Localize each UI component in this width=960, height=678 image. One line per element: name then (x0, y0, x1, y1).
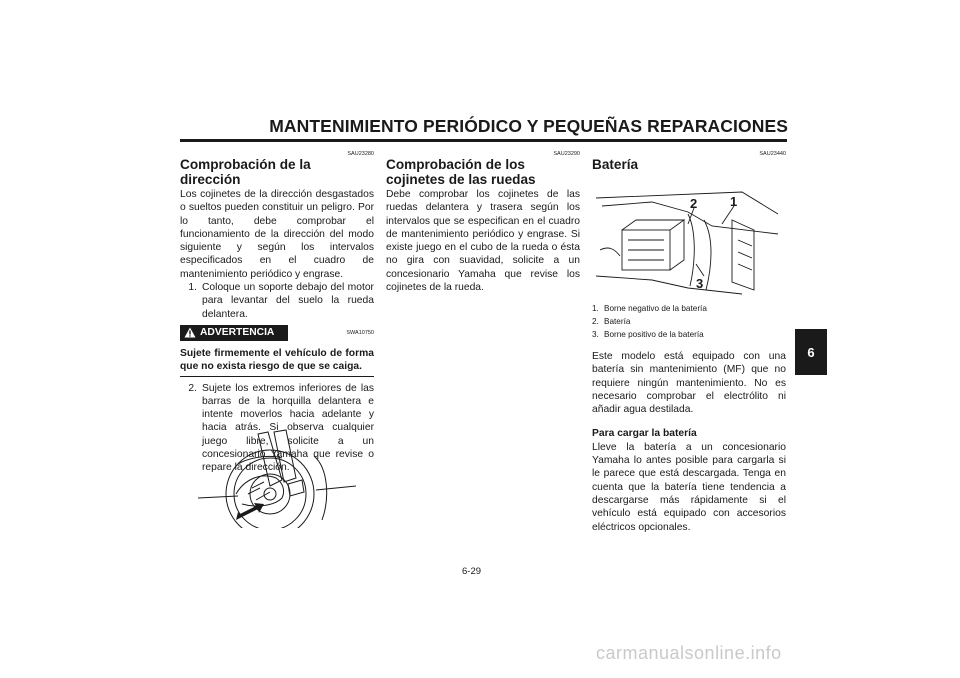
warning-badge (180, 325, 288, 341)
caption-text: Batería (604, 317, 631, 327)
caption-text: Borne negativo de la batería (604, 304, 707, 313)
page-title: MANTENIMIENTO PERIÓDICO Y PEQUEÑAS REPARACIONES (269, 116, 788, 136)
warning-rule (180, 376, 374, 377)
step-text: Sujete los extremos inferiores de las barras de la horquilla delantera e intente moverlos hacia adelante y hacia atrás. Si observa cualquier juego libre, solicite a un concesionario Yamaha que revise o repare la dirección. (202, 382, 374, 474)
front-fork-illustration (198, 428, 356, 528)
warning-block (180, 325, 374, 343)
title-rule (180, 139, 787, 142)
figure-captions (592, 302, 786, 342)
step-number: 1. (188, 282, 197, 294)
chapter-tab: 6 (795, 329, 827, 375)
wheel-bearings-heading: Comprobación de los cojinetes de las ruedas (386, 157, 536, 187)
warning-label: ADVERTENCIA (200, 327, 275, 339)
charge-heading: Para cargar la batería (592, 428, 697, 440)
section-code: SAU23440 (759, 151, 786, 157)
warning-text: Sujete firmemente el vehículo de forma que no exista riesgo de que se caiga. (180, 347, 374, 373)
callout-label: 2 (690, 196, 698, 211)
charge-text: Lleve la batería a un concesionario Yamaha lo antes posible para cargarla si le parece que está descargada. Tenga en cuenta que la batería tiene tendencia a descargarse más rápidamente si el vehículo está equipado con accesorios eléctricos opcionales. (592, 441, 786, 533)
caption-text: Borne positivo de la batería (604, 330, 704, 340)
warning-code: SWA10750 (346, 329, 374, 336)
battery-heading: Batería (592, 157, 639, 172)
steering-heading: Comprobación de la dirección (180, 157, 311, 187)
step-number: 2. (188, 382, 197, 394)
steering-section (180, 150, 374, 475)
battery-intro: Este modelo está equipado con una batería sin mantenimiento (MF) que no requiere ningún mantenimiento. No es necesario comprobar el electrólito ni añadir agua destilada. (592, 351, 786, 416)
caption-number: 1. (592, 304, 599, 313)
section-code: SAU23280 (347, 151, 374, 157)
caption-item (592, 302, 786, 315)
callout-label: 3 (696, 276, 704, 291)
warning-triangle-icon (184, 327, 196, 338)
wheel-bearings-text: Debe comprobar los cojinetes de las ruedas delantera y trasera según los intervalos que se especifican en el cuadro de mantenimiento periódico y engrase. Si existe juego en el cubo de la rueda o ésta no gira con suavidad, solicite a un concesionario Yamaha que revise los cojinetes de la rueda. (386, 189, 580, 294)
battery-section (592, 150, 786, 174)
steering-intro: Los cojinetes de la dirección desgastados o sueltos pueden constituir un peligro. Por lo tanto, debe comprobar el funcionamiento de la dirección del modo siguiente y según los intervalos especificados en el cuadro de mantenimiento periódico y engrase. (180, 189, 374, 280)
step-text: Coloque un soporte debajo del motor para levantar del suelo la rueda delantera. (202, 282, 374, 320)
wheel-bearings-section (386, 150, 580, 294)
caption-number: 3. (592, 330, 599, 340)
battery-body (592, 350, 786, 534)
page-number: 6-29 (462, 566, 482, 577)
caption-item (592, 328, 786, 341)
callout-label: 1 (730, 194, 738, 209)
steering-step-1 (180, 281, 374, 321)
caption-number: 2. (592, 317, 599, 327)
battery-illustration (592, 190, 782, 298)
section-code: SAU23290 (553, 151, 580, 157)
watermark: carmanualsonline.info (596, 643, 782, 663)
caption-item (592, 315, 786, 328)
